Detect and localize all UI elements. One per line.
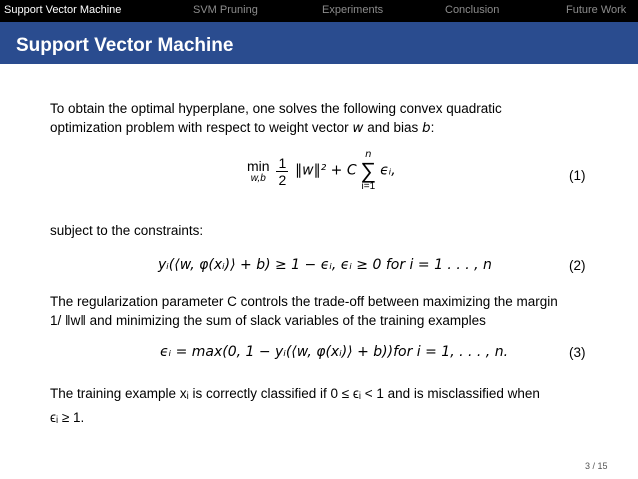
nav-item-conclusion[interactable]: Conclusion bbox=[445, 4, 500, 16]
equation-1 bbox=[247, 150, 396, 192]
slack-term: ϵᵢ, bbox=[380, 162, 396, 179]
constraints-label: subject to the constraints: bbox=[50, 223, 204, 238]
min-operator: min w,b bbox=[247, 158, 270, 184]
nav-item-future-work[interactable]: Future Work bbox=[566, 4, 627, 16]
summation: n ∑ i=1 bbox=[360, 149, 377, 192]
nav-item-support-vector-machine[interactable]: Support Vector Machine bbox=[4, 4, 122, 16]
intro-line-1: To obtain the optimal hyperplane, one solves the following convex quadratic bbox=[50, 101, 502, 116]
section-navigation-bar bbox=[0, 0, 638, 22]
equation-1-number: (1) bbox=[569, 168, 586, 183]
classification-line-2: ϵᵢ ≥ 1. bbox=[50, 410, 85, 425]
intro-line-2: optimization problem with respect to weight vector w and bias b: bbox=[50, 120, 435, 136]
norm-term: ‖w‖² + C bbox=[295, 162, 357, 179]
equation-2: yᵢ(⟨w, φ(xᵢ)⟩ + b) ≥ 1 − ϵᵢ, ϵᵢ ≥ 0 for i = 1 . . . , n bbox=[158, 257, 492, 273]
regularization-line-2: 1/ ‖w‖ and minimizing the sum of slack variables of the training examples bbox=[50, 313, 486, 328]
page-number: 3 / 15 bbox=[585, 461, 608, 471]
frame-title-bar bbox=[0, 22, 638, 64]
frame-title: Support Vector Machine bbox=[16, 35, 234, 56]
equation-3-number: (3) bbox=[569, 345, 586, 360]
nav-item-svm-pruning[interactable]: SVM Pruning bbox=[193, 4, 258, 16]
equation-3: ϵᵢ = max(0, 1 − yᵢ(⟨w, φ(xᵢ)⟩ + b))for i = 1, . . . , n. bbox=[160, 344, 509, 360]
regularization-line-1: The regularization parameter C controls the trade-off between maximizing the margin bbox=[50, 294, 558, 309]
fraction-one-half: $\frac{1}{2}$ bbox=[278, 154, 287, 188]
classification-line-1: The training example xᵢ is correctly classified if 0 ≤ ϵᵢ < 1 and is misclassified when bbox=[50, 386, 540, 401]
equation-2-number: (2) bbox=[569, 258, 586, 273]
nav-item-experiments[interactable]: Experiments bbox=[322, 4, 384, 16]
